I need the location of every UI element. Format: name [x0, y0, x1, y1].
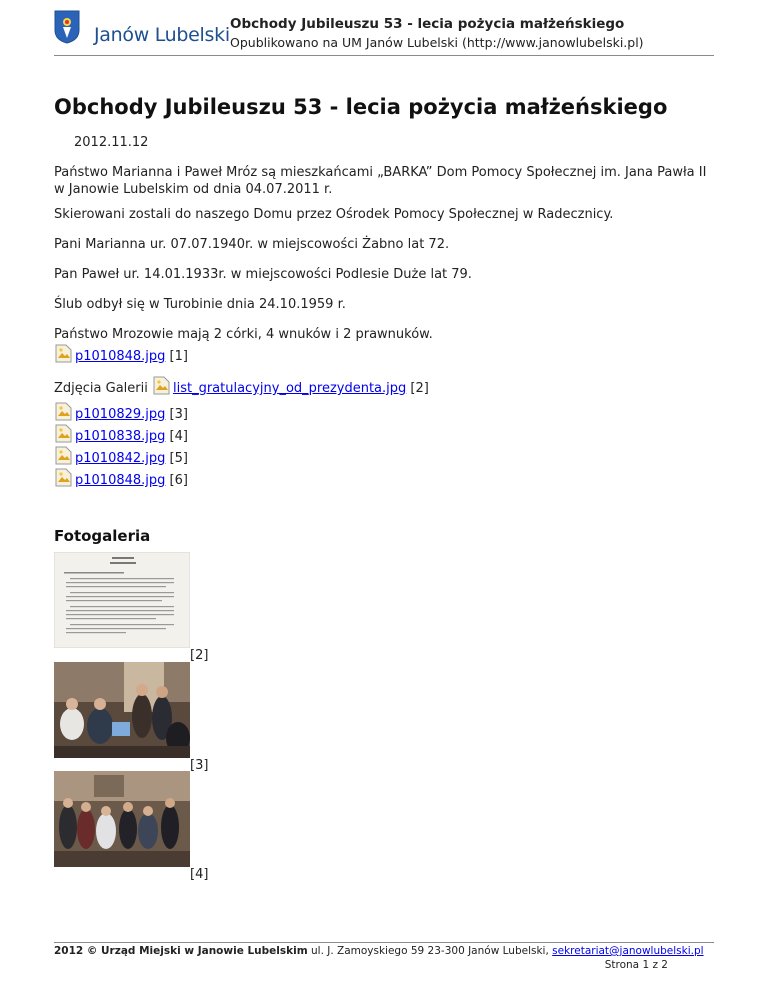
attachment-ref: [4] [169, 429, 188, 444]
attachment-ref: [5] [169, 451, 188, 466]
header-subtitle: Opublikowano na UM Janów Lubelski (http://www.janowlubelski.pl) [230, 35, 644, 50]
logo-text: Janów Lubelski [94, 24, 230, 46]
attachment-item [54, 376, 429, 396]
image-file-icon [54, 402, 73, 421]
gallery-image-photo[interactable] [54, 771, 190, 867]
footer-email-link[interactable]: sekretariat@janowlubelski.pl [552, 945, 704, 957]
attachment-item [54, 344, 188, 364]
image-file-icon [54, 344, 73, 363]
gallery-image-photo[interactable] [54, 662, 190, 758]
attachment-item [54, 468, 188, 488]
attachment-item [54, 446, 188, 466]
gallery-ref: [2] [190, 648, 209, 663]
publish-date: 2012.11.12 [74, 135, 149, 150]
gallery-ref: [4] [190, 867, 209, 882]
page-footer [54, 942, 714, 971]
image-file-icon [54, 446, 73, 465]
attachment-link[interactable]: p1010838.jpg [75, 429, 166, 444]
attachment-link[interactable]: p1010848.jpg [75, 349, 166, 364]
attachment-item [54, 424, 188, 444]
attachment-link[interactable]: p1010829.jpg [75, 407, 166, 422]
paragraph: Ślub odbył się w Turobinie dnia 24.10.1959 r. [54, 297, 346, 312]
gallery-ref: [3] [190, 758, 209, 773]
paragraph: Państwo Mrozowie mają 2 córki, 4 wnuków i 2 prawnuków. [54, 327, 433, 342]
page-header [54, 10, 714, 56]
attachment-ref: [1] [169, 349, 188, 364]
paragraph: Pan Paweł ur. 14.01.1933r. w miejscowości Podlesie Duże lat 79. [54, 267, 472, 282]
attachment-item [54, 402, 188, 422]
page-title: Obchody Jubileuszu 53 - lecia pożycia małżeńskiego [54, 95, 668, 119]
attachment-ref: [6] [169, 473, 188, 488]
gallery-image-letter[interactable] [54, 552, 190, 648]
attachment-link[interactable]: p1010842.jpg [75, 451, 166, 466]
paragraph: Skierowani zostali do naszego Domu przez Ośrodek Pomocy Społecznej w Radecznicy. [54, 207, 614, 222]
footer-address: ul. J. Zamoyskiego 59 23-300 Janów Lubelski, [307, 945, 553, 957]
gallery-label: Zdjęcia Galerii [54, 381, 148, 396]
site-logo[interactable] [54, 10, 230, 54]
crest-icon [54, 10, 80, 44]
gallery-heading: Fotogaleria [54, 527, 151, 545]
footer-copyright: 2012 © Urząd Miejski w Janowie Lubelskim [54, 945, 308, 957]
image-file-icon [54, 424, 73, 443]
attachment-ref: [3] [169, 407, 188, 422]
image-file-icon [152, 376, 171, 395]
attachment-ref: [2] [410, 381, 429, 396]
attachment-link[interactable]: p1010848.jpg [75, 473, 166, 488]
header-title: Obchody Jubileuszu 53 - lecia pożycia małżeńskiego [230, 16, 625, 32]
page-number: Strona 1 z 2 [604, 959, 668, 971]
image-file-icon [54, 468, 73, 487]
attachment-link[interactable]: list_gratulacyjny_od_prezydenta.jpg [172, 381, 407, 396]
paragraph: Pani Marianna ur. 07.07.1940r. w miejscowości Żabno lat 72. [54, 237, 450, 252]
paragraph: Państwo Marianna i Paweł Mróz są mieszkańcami „BARKA” Dom Pomocy Społecznej im. Jana Pawła II w Janowie Lubelskim od dnia 04.07.2011 r. [54, 165, 707, 197]
